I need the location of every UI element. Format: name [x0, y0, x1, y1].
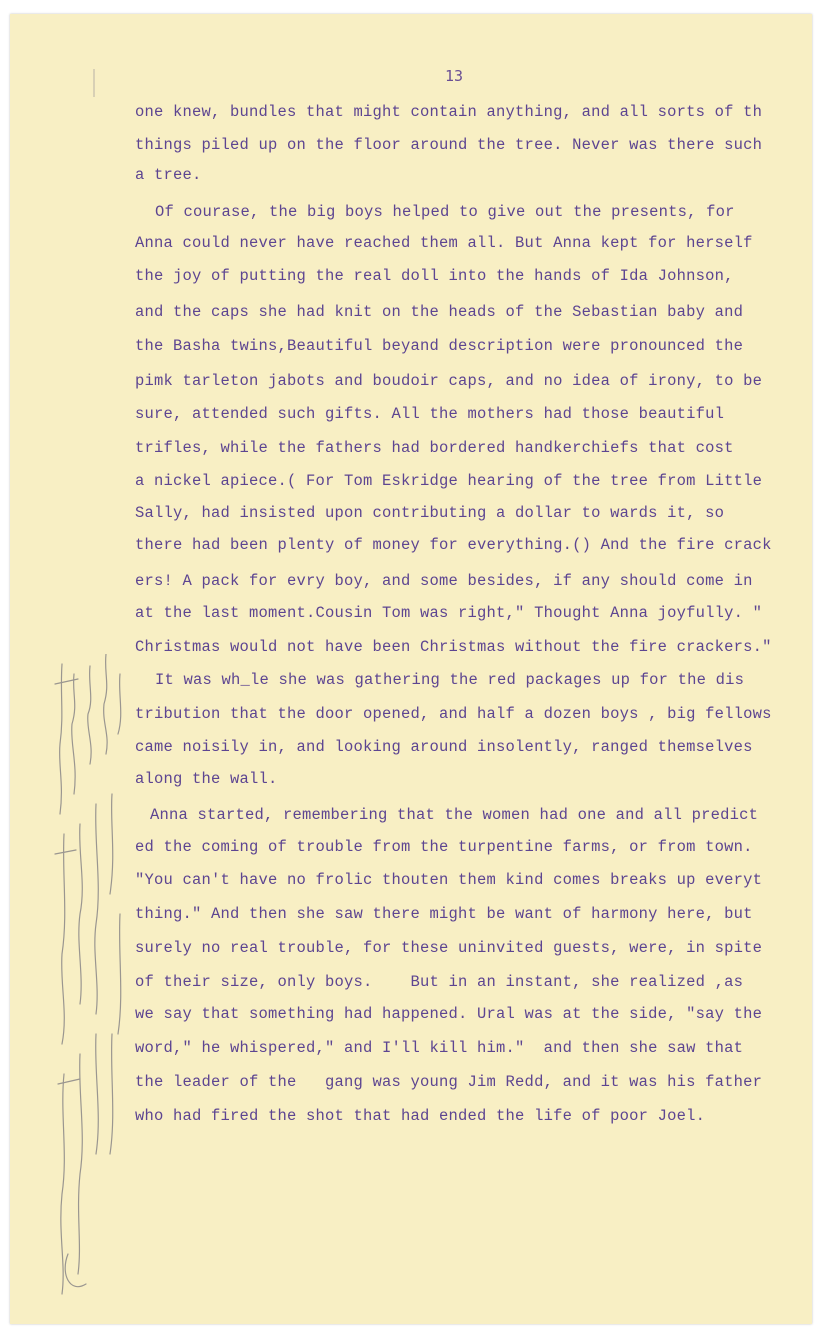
text-line: of their size, only boys. But in an instant, she realized ,as [135, 973, 744, 991]
text-line: Sally, had insisted upon contributing a dollar to wards it, so [135, 504, 725, 522]
text-line: sure, attended such gifts. All the mothers had those beautiful [135, 405, 725, 423]
text-line: ed the coming of trouble from the turpentine farms, or from town. [135, 838, 753, 856]
text-line: It was wh_le she was gathering the red packages up for the dis [155, 671, 745, 689]
text-line: Anna started, remembering that the women had one and all predict [150, 806, 759, 824]
text-line: and the caps she had knit on the heads of the Sebastian baby and [135, 303, 744, 321]
text-line: one knew, bundles that might contain anything, and all sorts of th [135, 103, 763, 121]
text-line: who had fired the shot that had ended the life of poor Joel. [135, 1107, 706, 1125]
margin-pencil-mark [92, 69, 96, 97]
text-line: word," he whispered," and I'll kill him." and then she saw that [135, 1039, 744, 1057]
text-line: Christmas would not have been Christmas without the fire crackers." [135, 638, 772, 656]
text-line: the joy of putting the real doll into the hands of Ida Johnson, [135, 267, 734, 285]
text-line: a tree. [135, 166, 202, 184]
text-line: at the last moment.Cousin Tom was right," Thought Anna joyfully. " [135, 604, 763, 622]
text-line: along the wall. [135, 770, 278, 788]
text-line: pimk tarleton jabots and boudoir caps, and no idea of irony, to be [135, 372, 763, 390]
text-line: came noisily in, and looking around insolently, ranged themselves [135, 738, 753, 756]
manuscript-page [10, 14, 812, 1324]
text-line: tribution that the door opened, and half a dozen boys , big fellows [135, 705, 772, 723]
text-line: things piled up on the floor around the tree. Never was there such [135, 136, 763, 154]
text-line: surely no real trouble, for these uninvited guests, were, in spite [135, 939, 763, 957]
text-line: thing." And then she saw there might be want of harmony here, but [135, 905, 753, 923]
text-line: Anna could never have reached them all. But Anna kept for herself [135, 234, 753, 252]
text-line: we say that something had happened. Ural was at the side, "say the [135, 1005, 763, 1023]
handwritten-margin-annotation [50, 654, 150, 1304]
text-line: ers! A pack for evry boy, and some besides, if any should come in [135, 572, 753, 590]
text-line: the Basha twins,Beautiful beyand description were pronounced the [135, 337, 744, 355]
page-number: 13 [445, 67, 464, 85]
text-line: trifles, while the fathers had bordered handkerchiefs that cost [135, 439, 734, 457]
text-line: a nickel apiece.( For Tom Eskridge hearing of the tree from Little [135, 472, 763, 490]
text-line: the leader of the gang was young Jim Redd, and it was his father [135, 1073, 763, 1091]
text-line: "You can't have no frolic thouten them kind comes breaks up everyt [135, 871, 763, 889]
text-line: Of courase, the big boys helped to give out the presents, for [155, 203, 735, 221]
text-line: there had been plenty of money for everything.() And the fire crack [135, 536, 772, 554]
